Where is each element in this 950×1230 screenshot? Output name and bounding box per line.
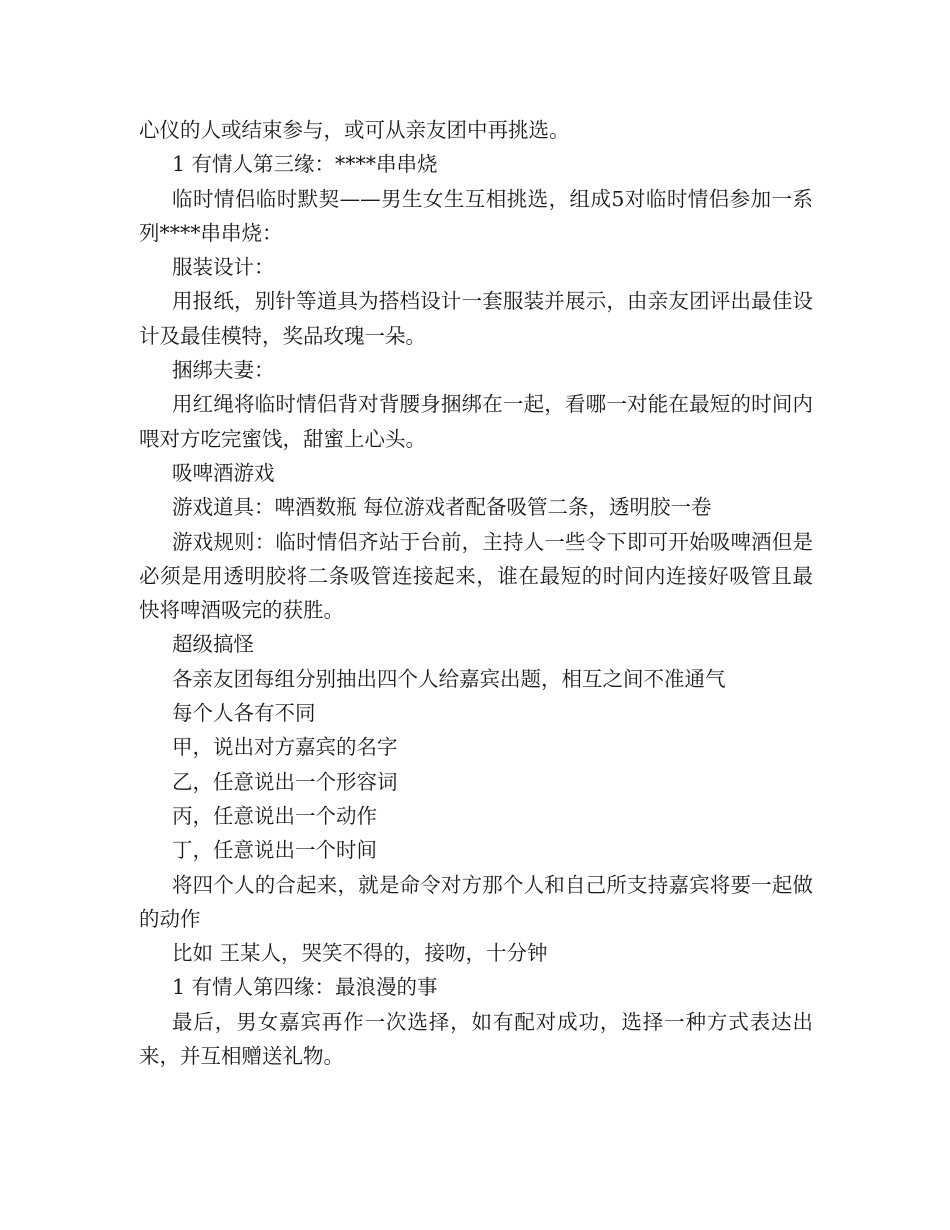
- paragraph: 心仪的人或结束参与，或可从亲友团中再挑选。: [139, 118, 570, 142]
- section-heading: 1 有情人第三缘：****串串烧: [172, 152, 438, 177]
- paragraph: 比如 王某人，哭笑不得的，接吻，十分钟: [172, 941, 548, 966]
- subsection-heading: 服装设计：: [172, 255, 275, 280]
- list-item: 丁，任意说出一个时间: [172, 838, 377, 863]
- paragraph: 用红绳将临时情侣背对背腰身捆绑在一起，看哪一对能在最短的时间内喂对方吃完蜜饯，甜蜜上心头。: [139, 392, 813, 451]
- list-item: 丙，任意说出一个动作: [172, 803, 377, 828]
- paragraph: 游戏道具：啤酒数瓶 每位游戏者配备吸管二条，透明胶一卷: [172, 495, 712, 520]
- paragraph: 临时情侣临时默契——男生女生互相挑选，组成5对临时情侣参加一系列****串串烧：: [139, 186, 813, 245]
- paragraph: 游戏规则：临时情侣齐站于台前，主持人一些令下即可开始吸啤酒但是必须是用透明胶将二条吸管连接起来，谁在最短的时间内连接好吸管且最快将啤酒吸完的获胜。: [139, 529, 813, 623]
- section-heading: 1 有情人第四缘：最浪漫的事: [172, 975, 438, 1000]
- list-item: 乙，任意说出一个形容词: [172, 769, 398, 794]
- document-body: [139, 113, 813, 1073]
- paragraph: 每个人各有不同: [172, 701, 316, 726]
- paragraph: 将四个人的合起来，就是命令对方那个人和自己所支持嘉宾将要一起做的动作: [139, 872, 813, 931]
- list-item: 甲，说出对方嘉宾的名字: [172, 735, 398, 760]
- paragraph: 用报纸，别针等道具为搭档设计一套服装并展示，由亲友团评出最佳设计及最佳模特，奖品玫瑰一朵。: [139, 289, 813, 348]
- paragraph: 各亲友团每组分别抽出四个人给嘉宾出题，相互之间不准通气: [172, 666, 726, 691]
- subsection-heading: 吸啤酒游戏: [172, 460, 275, 485]
- paragraph: 最后，男女嘉宾再作一次选择，如有配对成功，选择一种方式表达出来，并互相赠送礼物。: [139, 1009, 813, 1069]
- subsection-heading: 捆绑夫妻：: [172, 358, 275, 383]
- subsection-heading: 超级搞怪: [172, 632, 254, 657]
